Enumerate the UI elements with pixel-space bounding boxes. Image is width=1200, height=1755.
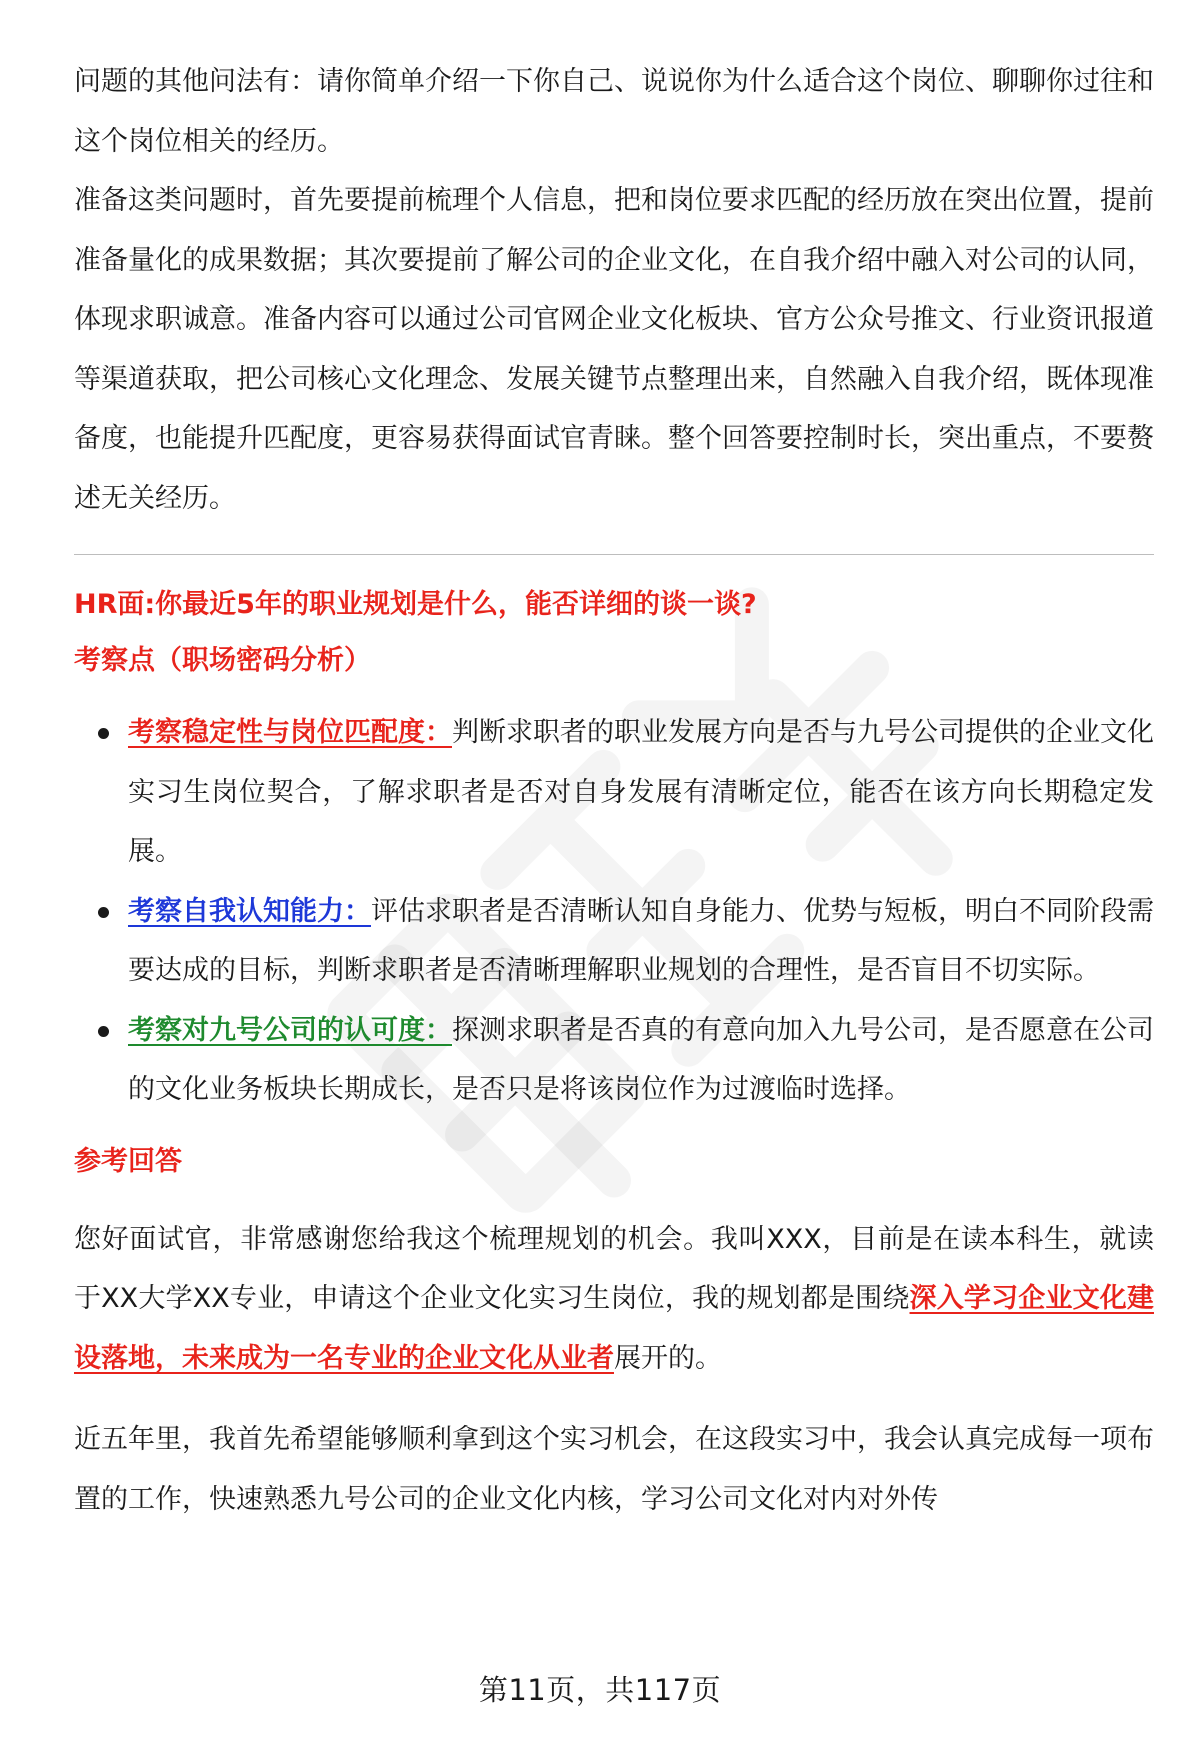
list-item (74, 703, 1154, 882)
bullet-icon (98, 907, 109, 918)
intro-paragraph-2: 准备这类问题时，首先要提前梳理个人信息，把和岗位要求匹配的经历放在突出位置，提前准备量化的成果数据；其次要提前了解公司的企业文化，在自我介绍中融入对公司的认同，体现求职诚意。准备内容可以通过公司官网企业文化板块、官方公众号推文、行业资讯报道等渠道获取，把公司核心文化理念、发展关键节点整理出来，自然融入自我介绍，既体现准备度，也能提升匹配度，更容易获得面试官青睐。整个回答要控制时长，突出重点，不要赘述无关经历。 (74, 185, 1154, 514)
list-item (74, 882, 1154, 1001)
analysis-heading: 考察点（职场密码分析） (74, 645, 371, 676)
analysis-text-stability: 判断求职者的职业发展方向是否与九号公司提供的企业文化实习生岗位契合，了解求职者是否对自身发展有清晰定位，能否在该方向长期稳定发展。 (128, 717, 1154, 867)
analysis-label-stability: 考察稳定性与岗位匹配度： (128, 717, 452, 748)
intro-paragraph-1: 问题的其他问法有：请你简单介绍一下你自己、说说你为什么适合这个岗位、聊聊你过往和这个岗位相关的经历。 (74, 66, 1154, 157)
page-number-footer: 第11页，共117页 (478, 1673, 722, 1707)
reference-text-before: 您好面试官，非常感谢您给我这个梳理规划的机会。我叫XXX，目前是在读本科生，就读于XX大学XX专业，申请这个企业文化实习生岗位，我的规划都是围绕 (74, 1223, 1154, 1314)
reference-text-after: 展开的。 (614, 1342, 722, 1374)
question-heading: HR面:你最近5年的职业规划是什么，能否详细的谈一谈? (74, 589, 757, 620)
reference-paragraph-1 (74, 1210, 1154, 1389)
analysis-text-self-awareness: 评估求职者是否清晰认知自身能力、优势与短板，明白不同阶段需要达成的目标，判断求职者是否清晰理解职业规划的合理性，是否盲目不切实际。 (128, 895, 1154, 986)
bullet-icon (98, 728, 109, 739)
analysis-label-self-awareness: 考察自我认知能力： (128, 895, 371, 927)
analysis-list (74, 703, 1154, 1120)
section-divider (74, 554, 1154, 555)
analysis-text-recognition: 探测求职者是否真的有意向加入九号公司，是否愿意在公司的文化业务板块长期成长，是否只是将该岗位作为过渡临时选择。 (128, 1014, 1154, 1105)
reference-paragraph-2: 近五年里，我首先希望能够顺利拿到这个实习机会，在这段实习中，我会认真完成每一项布置的工作，快速熟悉九号公司的企业文化内核，学习公司文化对内对外传 (74, 1424, 1154, 1515)
reference-highlight: 深入学习企业文化建设落地，未来成为一名专业的企业文化从业者 (74, 1283, 1154, 1374)
list-item (74, 1001, 1154, 1120)
analysis-label-recognition: 考察对九号公司的认可度： (128, 1014, 452, 1046)
reference-heading: 参考回答 (74, 1145, 182, 1177)
bullet-icon (98, 1026, 109, 1037)
document-page (74, 52, 1154, 1529)
